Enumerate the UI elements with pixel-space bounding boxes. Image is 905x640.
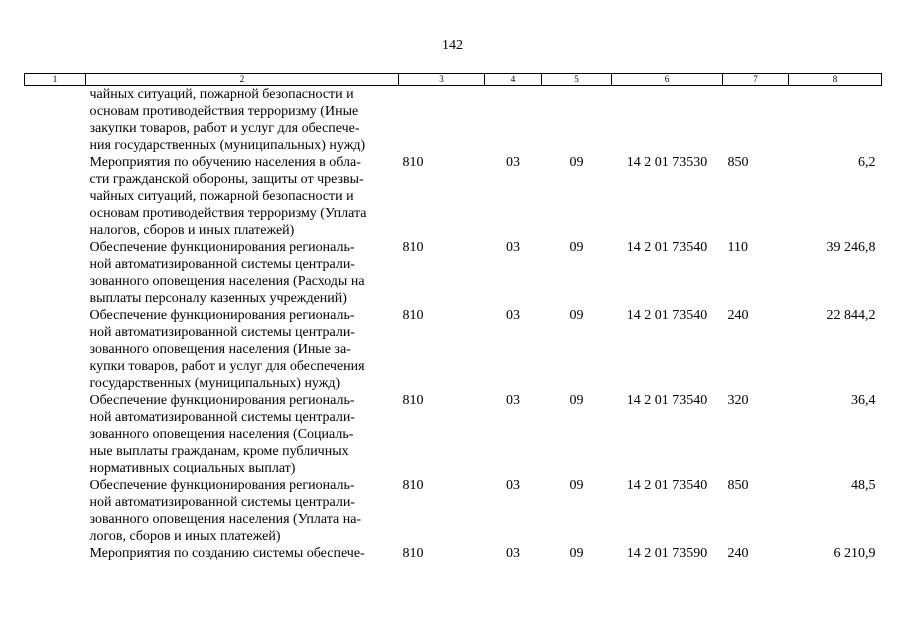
cell-col1 <box>25 239 86 307</box>
section-code-cell: 03 <box>506 478 520 493</box>
cell-col1 <box>25 477 86 545</box>
subsection-code-cell: 09 <box>569 393 584 408</box>
expense-name-line: ной автоматизированной системы централи- <box>89 257 355 272</box>
target-article-cell: 14 2 01 73540 <box>626 393 708 408</box>
column-number-row <box>25 74 882 86</box>
expense-name-line: логов, сборов и иных платежей) <box>89 529 281 544</box>
expense-name-line: чайных ситуаций, пожарной безопасности и <box>89 87 354 102</box>
subsection-code-cell: 09 <box>569 308 584 323</box>
target-article-cell: 14 2 01 73540 <box>626 240 708 255</box>
table-row <box>25 545 882 562</box>
ministry-code-cell: 810 <box>402 478 424 493</box>
target-article-cell: 14 2 01 73540 <box>626 478 708 493</box>
expense-name-line: купки товаров, работ и услуг для обеспечения <box>89 359 365 374</box>
column-header: 6 <box>612 74 723 86</box>
expense-name-line: Обеспечение функционирования региональ- <box>89 308 355 323</box>
subsection-code-cell <box>542 86 612 155</box>
expense-name-line: ные выплаты гражданам, кроме публичных <box>89 444 349 459</box>
expense-name-line: нормативных социальных выплат) <box>89 461 296 476</box>
budget-table <box>24 73 882 562</box>
expense-name-line: основам противодействия терроризму (Уплата <box>89 206 367 221</box>
expense-name-line: Мероприятия по обучению населения в обла- <box>89 155 361 170</box>
expense-name-line: ной автоматизированной системы централи- <box>89 325 355 340</box>
target-article-cell: 14 2 01 73540 <box>626 308 708 323</box>
expense-name-cell <box>86 239 399 307</box>
ministry-code-cell: 810 <box>402 240 424 255</box>
ministry-code-cell: 810 <box>402 155 424 170</box>
section-code-cell: 03 <box>506 240 520 255</box>
ministry-code-cell <box>399 86 485 155</box>
expense-type-cell: 110 <box>727 240 748 255</box>
target-article-cell <box>612 86 723 155</box>
table-row <box>25 154 882 239</box>
page-number: 142 <box>442 38 463 53</box>
expense-name-line: выплаты персоналу казенных учреждений) <box>89 291 347 306</box>
table-row <box>25 477 882 545</box>
expense-name-cell <box>86 307 399 392</box>
amount-cell: 22 844,2 <box>826 308 876 323</box>
table-row <box>25 307 882 392</box>
target-article-cell: 14 2 01 73590 <box>626 546 708 561</box>
expense-name-line: зованного оповещения населения (Уплата на- <box>89 512 362 527</box>
expense-name-line: налогов, сборов и иных платежей) <box>89 223 295 238</box>
table-row <box>25 392 882 477</box>
expense-name-line: государственных (муниципальных) нужд) <box>89 376 341 391</box>
expense-name-line: сти гражданской обороны, защиты от чрезвы- <box>89 172 364 187</box>
amount-cell: 48,5 <box>851 478 876 493</box>
expense-type-cell: 850 <box>727 155 749 170</box>
column-header: 4 <box>485 74 542 86</box>
amount-cell: 36,4 <box>851 393 876 408</box>
ministry-code-cell: 810 <box>402 308 424 323</box>
cell-col1 <box>25 392 86 477</box>
expense-name-cell <box>86 545 399 562</box>
section-code-cell: 03 <box>506 308 520 323</box>
section-code-cell: 03 <box>506 393 520 408</box>
expense-name-cell <box>86 154 399 239</box>
expense-name-cell <box>86 477 399 545</box>
expense-name-line: Обеспечение функционирования региональ- <box>89 478 355 493</box>
amount-cell: 6,2 <box>858 155 876 170</box>
target-article-cell: 14 2 01 73530 <box>626 155 708 170</box>
ministry-code-cell: 810 <box>402 546 424 561</box>
column-header: 3 <box>399 74 485 86</box>
amount-cell: 39 246,8 <box>826 240 876 255</box>
expense-name-line: ной автоматизированной системы централи- <box>89 410 355 425</box>
expense-type-cell: 320 <box>727 393 749 408</box>
column-header: 7 <box>723 74 789 86</box>
expense-type-cell: 240 <box>727 546 749 561</box>
expense-name-line: ной автоматизированной системы централи- <box>89 495 355 510</box>
column-header: 1 <box>25 74 86 86</box>
table-row <box>25 86 882 155</box>
cell-col1 <box>25 545 86 562</box>
expense-name-line: Мероприятия по созданию системы обеспече- <box>89 546 365 561</box>
expense-type-cell: 850 <box>727 478 749 493</box>
subsection-code-cell: 09 <box>569 155 584 170</box>
table-row <box>25 239 882 307</box>
cell-col1 <box>25 154 86 239</box>
column-header: 5 <box>542 74 612 86</box>
section-code-cell: 03 <box>506 546 520 561</box>
column-header: 2 <box>86 74 399 86</box>
expense-name-line: основам противодействия терроризму (Иные <box>89 104 359 119</box>
subsection-code-cell: 09 <box>569 478 584 493</box>
expense-name-line: зованного оповещения населения (Расходы на <box>89 274 365 289</box>
column-header: 8 <box>789 74 882 86</box>
subsection-code-cell: 09 <box>569 240 584 255</box>
expense-name-line: зованного оповещения населения (Социаль- <box>89 427 354 442</box>
amount-cell <box>789 86 882 155</box>
subsection-code-cell: 09 <box>569 546 584 561</box>
section-code-cell: 03 <box>506 155 520 170</box>
expense-name-line: чайных ситуаций, пожарной безопасности и <box>89 189 354 204</box>
amount-cell: 6 210,9 <box>833 546 876 561</box>
expense-name-line: ния государственных (муниципальных) нужд) <box>89 138 366 153</box>
section-code-cell <box>485 86 542 155</box>
expense-name-line: Обеспечение функционирования региональ- <box>89 393 355 408</box>
expense-name-cell <box>86 392 399 477</box>
cell-col1 <box>25 86 86 155</box>
expense-name-cell <box>86 86 399 155</box>
expense-type-cell <box>723 86 789 155</box>
cell-col1 <box>25 307 86 392</box>
ministry-code-cell: 810 <box>402 393 424 408</box>
table-body <box>25 86 882 563</box>
expense-name-line: зованного оповещения населения (Иные за- <box>89 342 351 357</box>
expense-type-cell: 240 <box>727 308 749 323</box>
expense-name-line: закупки товаров, работ и услуг для обеспече- <box>89 121 360 136</box>
expense-name-line: Обеспечение функционирования региональ- <box>89 240 355 255</box>
